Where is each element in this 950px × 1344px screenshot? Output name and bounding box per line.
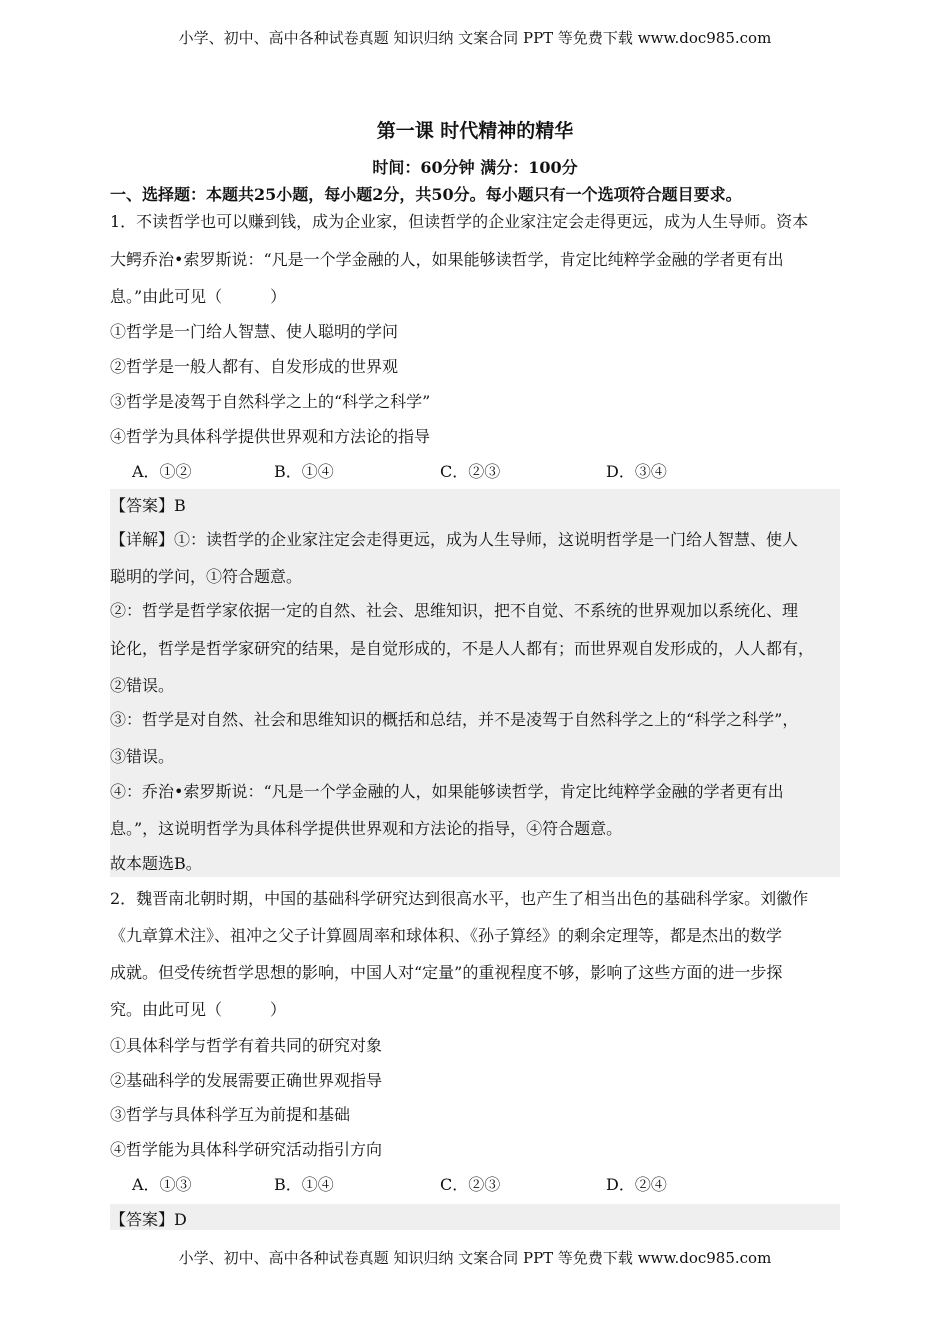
statement: ③哲学是凌驾于自然科学之上的“科学之科学” xyxy=(110,392,431,411)
explanation-line: ③错误。 xyxy=(110,747,175,766)
statement: ④哲学为具体科学提供世界观和方法论的指导 xyxy=(110,427,431,446)
option-c: C．②③ xyxy=(440,462,501,481)
answer: 【答案】D xyxy=(110,1210,187,1229)
question-stem: 息。”由此可见（ ） xyxy=(110,287,287,306)
option-c: C．②③ xyxy=(440,1175,501,1194)
exam-meta: 时间：60分钟 满分：100分 xyxy=(372,158,578,177)
explanation-line: ③：哲学是对自然、社会和思维知识的概括和总结，并不是凌驾于自然科学之上的“科学之科学”， xyxy=(110,710,799,729)
document-title: 第一课 时代精神的精华 xyxy=(376,120,574,142)
question-stem: 究。由此可见（ ） xyxy=(110,1000,287,1019)
option-b: B．①④ xyxy=(274,462,334,481)
explanation-line: 聪明的学问，①符合题意。 xyxy=(110,567,303,586)
explanation-line: ④：乔治•索罗斯说：“凡是一个学金融的人，如果能够读哲学，肯定比纯粹学金融的学者更有出 xyxy=(110,782,784,801)
option-d: D．②④ xyxy=(606,1175,667,1194)
question-stem: 2．魏晋南北朝时期，中国的基础科学研究达到很高水平，也产生了相当出色的基础科学家。刘徽作 xyxy=(110,889,809,908)
option-a: A．①③ xyxy=(132,1175,192,1194)
explanation-line: ②错误。 xyxy=(110,676,175,695)
statement: ②哲学是一般人都有、自发形成的世界观 xyxy=(110,357,399,376)
question-stem: 大鳄乔治•索罗斯说：“凡是一个学金融的人，如果能够读哲学，肯定比纯粹学金融的学者更有出 xyxy=(110,250,784,269)
explanation-line: 故本题选B。 xyxy=(110,854,202,873)
page-header: 小学、初中、高中各种试卷真题 知识归纳 文案合同 PPT 等免费下载 www.doc985.com xyxy=(178,29,772,47)
option-b: B．①④ xyxy=(274,1175,334,1194)
statement: ②基础科学的发展需要正确世界观指导 xyxy=(110,1071,383,1090)
answer-block-bg xyxy=(110,1204,840,1230)
statement: ④哲学能为具体科学研究活动指引方向 xyxy=(110,1140,383,1159)
answer: 【答案】B xyxy=(110,496,186,515)
question-stem: 成就。但受传统哲学思想的影响，中国人对“定量”的重视程度不够，影响了这些方面的进一步探 xyxy=(110,963,783,982)
statement: ①哲学是一门给人智慧、使人聪明的学问 xyxy=(110,322,399,341)
section-heading: 一、选择题：本题共25小题，每小题2分，共50分。每小题只有一个选项符合题目要求。 xyxy=(110,185,742,204)
statement: ③哲学与具体科学互为前提和基础 xyxy=(110,1105,351,1124)
explanation-line: 息。”，这说明哲学为具体科学提供世界观和方法论的指导，④符合题意。 xyxy=(110,819,623,838)
question-stem: 《九章算术注》、祖冲之父子计算圆周率和球体积、《孙子算经》的剩余定理等，都是杰出的数学 xyxy=(110,926,783,945)
question-stem: 1．不读哲学也可以赚到钱，成为企业家，但读哲学的企业家注定会走得更远，成为人生导师。资本 xyxy=(110,212,809,231)
option-d: D．③④ xyxy=(606,462,667,481)
explanation-line: ②：哲学是哲学家依据一定的自然、社会、思维知识，把不自觉、不系统的世界观加以系统化、理 xyxy=(110,601,799,620)
page-footer: 小学、初中、高中各种试卷真题 知识归纳 文案合同 PPT 等免费下载 www.doc985.com xyxy=(178,1249,772,1267)
explanation-line: 论化，哲学是哲学家研究的结果，是自觉形成的，不是人人都有；而世界观自发形成的，人人都有， xyxy=(110,639,815,658)
explanation-line: 【详解】①：读哲学的企业家注定会走得更远，成为人生导师，这说明哲学是一门给人智慧、使人 xyxy=(110,530,799,549)
option-a: A．①② xyxy=(132,462,192,481)
statement: ①具体科学与哲学有着共同的研究对象 xyxy=(110,1036,383,1055)
